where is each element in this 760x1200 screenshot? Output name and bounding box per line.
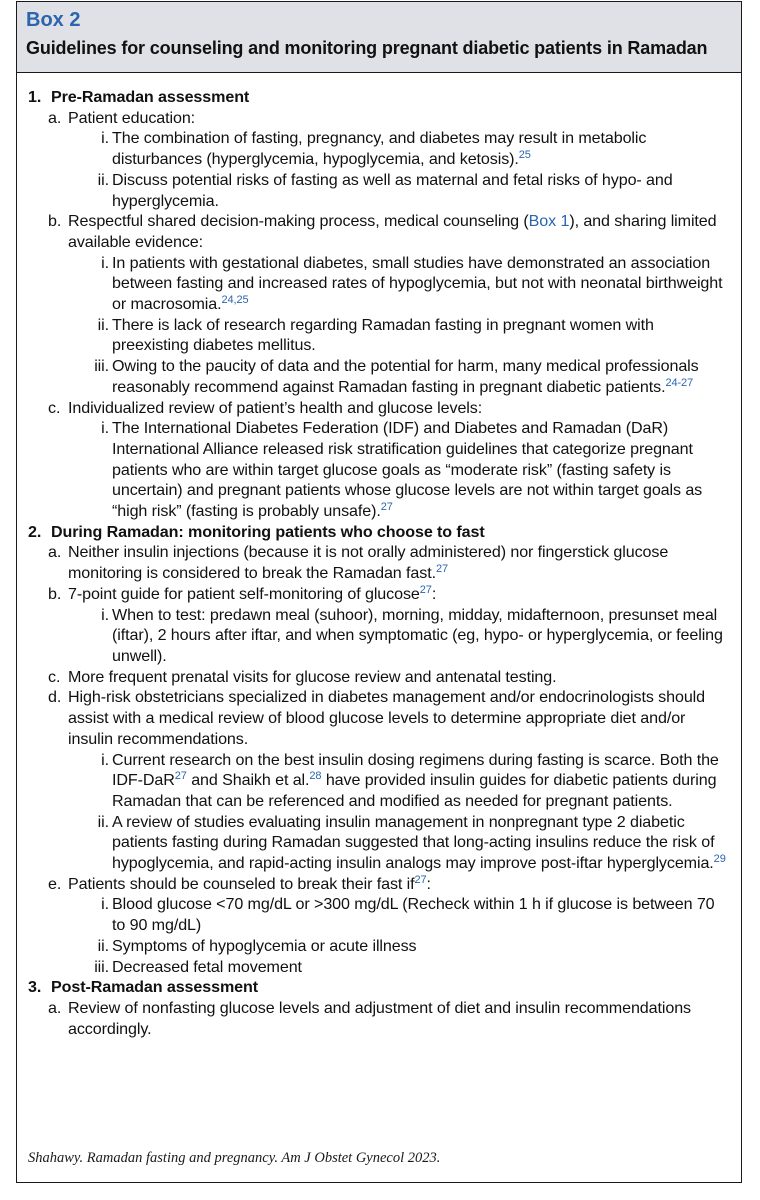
list-item: i. The combination of fasting, pregnancy, and diabetes may result in metabolic disturbances (hyperglycemia, hypoglycemia, and ketosis).$^{25}$ (101, 129, 647, 169)
list-item: c. Individualized review of patient’s health and glucose levels: (48, 398, 483, 417)
reference-link[interactable]: 27 (174, 770, 187, 783)
section-title: Post-Ramadan assessment (51, 978, 259, 997)
list-item: a. Review of nonfasting glucose levels and adjustment of diet and insulin recommendations accordingly. (48, 998, 692, 1038)
reference-link[interactable]: 27 (414, 873, 427, 886)
reference-link[interactable]: 24-27 (665, 376, 694, 389)
section-title: During Ramadan: monitoring patients who choose to fast (51, 522, 485, 541)
list-item: ii. There is lack of research regarding Ramadan fasting in pregnant women with preexisting diabetes mellitus. (97, 315, 654, 355)
reference-link[interactable]: 27 (419, 583, 432, 596)
section-pre-ramadan: 1. Pre-Ramadan assessment (28, 88, 250, 106)
list-item: ii. A review of studies evaluating insulin management in nonpregnant type 2 diabetic patients fasting during Ramadan suggested that long-acting insulins reduce the risk of hypoglycemia, and rapid-acting insulin analogs may improve post-iftar hyperglycemia.$^{29}$ (97, 812, 726, 873)
reference-link[interactable]: 29 (713, 853, 726, 866)
list-item: a. Patient education: (48, 108, 196, 127)
reference-link[interactable]: 28 (309, 770, 322, 783)
list-item: ii. Symptoms of hypoglycemia or acute illness (97, 936, 417, 955)
list-item: ii. Discuss potential risks of fasting as well as maternal and fetal risks of hypo- and hyperglycemia. (97, 170, 673, 210)
section-during-ramadan: 2. During Ramadan: monitoring patients who choose to fast (28, 522, 485, 541)
list-item: iii. Decreased fetal movement (94, 957, 302, 976)
list-item: a. Neither insulin injections (because it is not orally administered) nor fingerstick glucose monitoring is considered to break the Ramadan fast.$^{27}$ (48, 543, 669, 583)
list-item: i. Blood glucose <70 mg/dL or >300 mg/dL (Recheck within 1 h if glucose is between 70 to 90 mg/dL) (101, 895, 715, 935)
box-label: Box 2 (26, 9, 81, 31)
reference-link[interactable]: 27 (435, 563, 448, 576)
reference-link[interactable]: 27 (380, 501, 393, 514)
list-item: i. Current research on the best insulin dosing regimens during fasting is scarce. Both the IDF-DaR$^{27}$ and Shaikh et al.$^{28}$ have provided insulin guides for diabetic patients during Ramadan that can be referenced and modified as needed for pregnant patients. (101, 750, 719, 810)
reference-link[interactable]: 25 (518, 149, 531, 162)
box-1-link[interactable]: Box 1 (528, 212, 570, 231)
box-title: Guidelines for counseling and monitoring pregnant diabetic patients in Ramadan (26, 38, 708, 58)
section-title: Pre-Ramadan assessment (51, 88, 250, 106)
box-header (17, 2, 741, 73)
list-item: i. The International Diabetes Federation (IDF) and Diabetes and Ramadan (DaR) International Alliance released risk stratification guidelines that categorize pregnant patients who are within target glucose goals as “moderate risk” (fasting safety is uncertain) and pregnant patients whose glucose levels are not within target goals as “high risk” (fasting is probably unsafe).$^{27}$ (101, 419, 703, 521)
list-item: i. In patients with gestational diabetes, small studies have demonstrated an association between fasting and increased rates of hypoglycemia, but not with neonatal birthweight or macrosomia.$^{24,25}$ (101, 253, 723, 314)
list-item: e. Patients should be counseled to break their fast $if^{27}$: (48, 873, 431, 893)
list-item: d. High-risk obstetricians specialized in diabetes management and/or endocrinologists should assist with a medical review of blood glucose levels to determine appropriate diet and/or insulin recommendations. (48, 688, 705, 748)
list-item: b. 7-point guide for patient self-monitoring of glucose$^{27}$: (48, 583, 437, 603)
box-body (17, 73, 741, 1039)
reference-link[interactable]: 24,25 (221, 294, 249, 307)
list-item: iii. Owing to the paucity of data and the potential for harm, many medical professionals reasonably recommend against Ramadan fasting in pregnant diabetic patients.$^{24-27}$ (94, 357, 699, 396)
list-item: b. Respectful shared decision-making process, medical counseling (Box 1), and sharing limited available evidence: (48, 212, 717, 251)
list-item: c. More frequent prenatal visits for glucose review and antenatal testing. (48, 667, 557, 686)
section-post-ramadan: 3. Post-Ramadan assessment (28, 978, 259, 997)
guidelines-box (16, 1, 742, 1183)
list-item: i. When to test: predawn meal (suhoor), morning, midday, midafternoon, presunset meal (iftar), 2 hours after iftar, and when symptomatic (eg, hypo- or hyperglycemia, or feeling unwell). (101, 605, 723, 665)
citation-footer: Shahawy. Ramadan fasting and pregnancy. Am J Obstet Gynecol 2023. (28, 1150, 441, 1166)
